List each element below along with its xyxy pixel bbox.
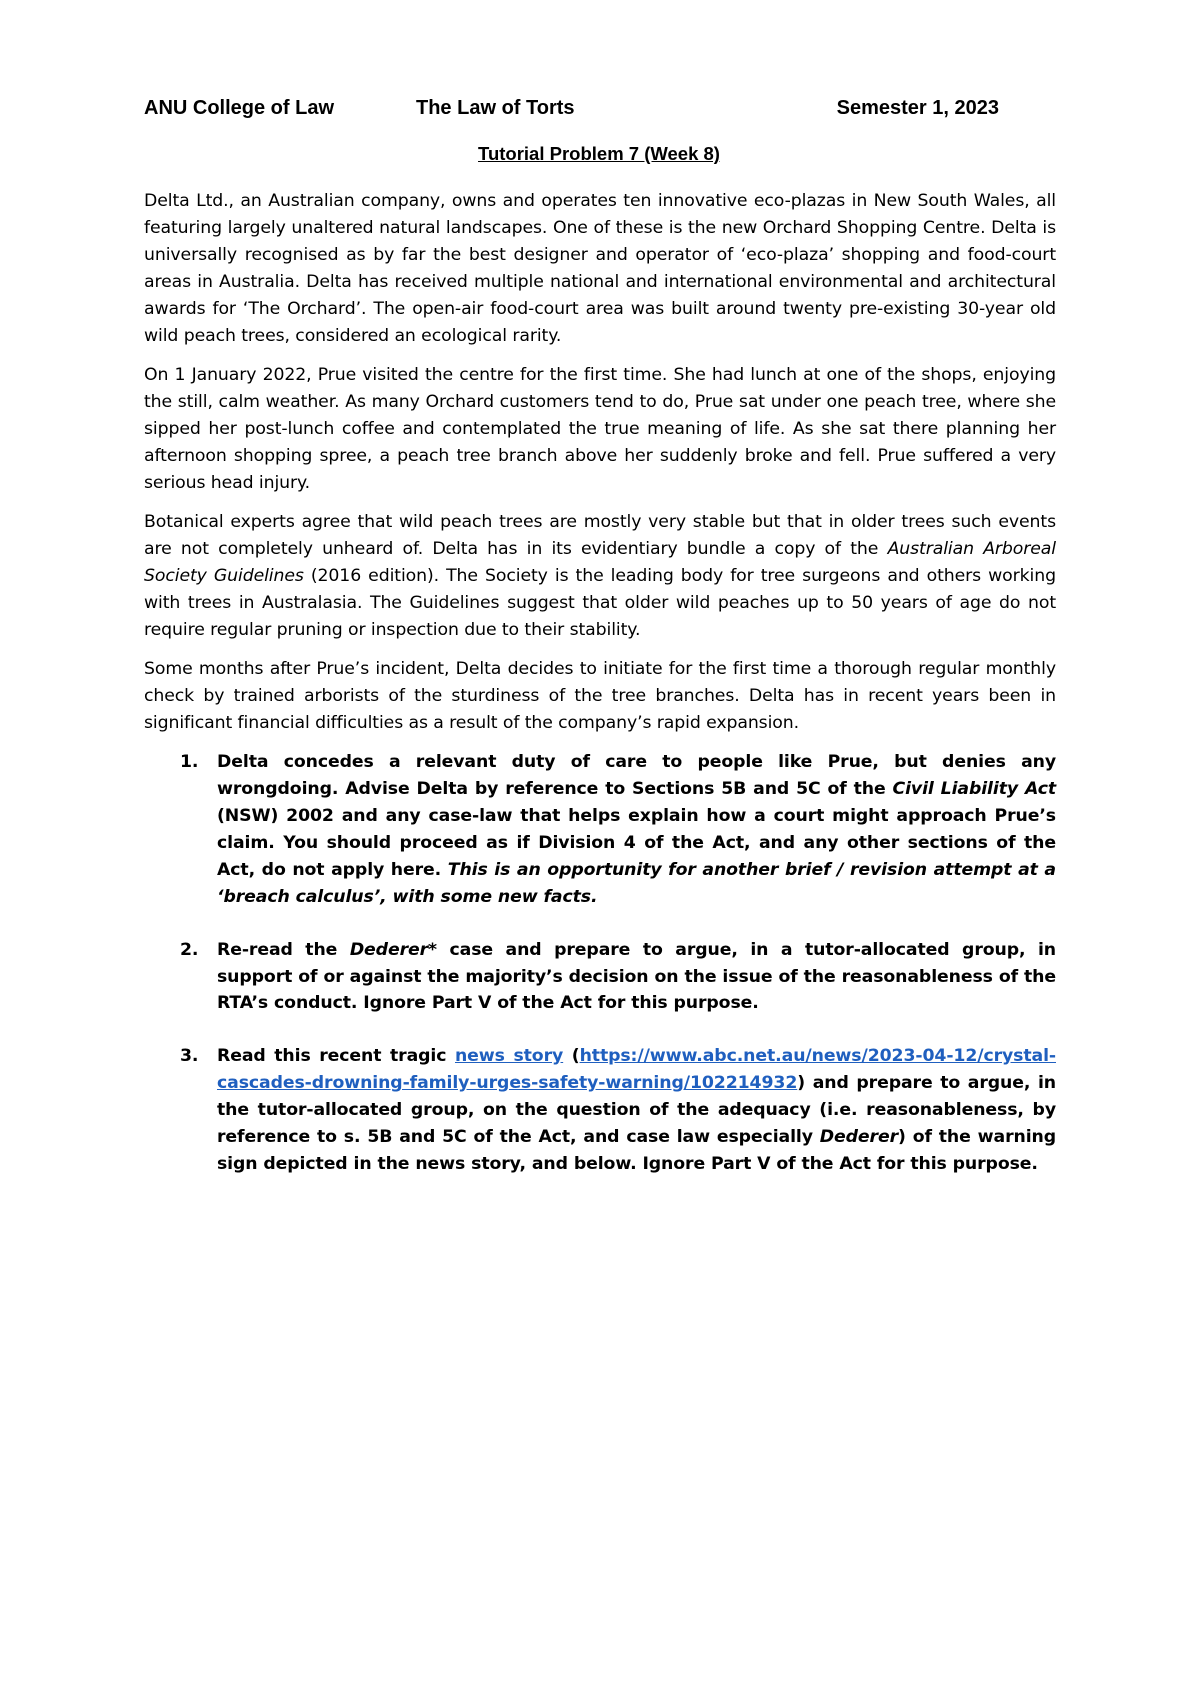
question-3-number: 3.	[180, 1046, 199, 1067]
question-2	[180, 937, 1056, 1018]
paragraph-aftermath: Some months after Prue’s incident, Delta decides to initiate for the first time a thorough regular monthly check by trained arborists of the sturdiness of the tree branches. Delta has in recent years been in significant financial difficulties as a result of the company’s rapid expansion.	[144, 659, 1056, 733]
paragraph-evidence	[144, 509, 1056, 644]
question-1	[180, 749, 1056, 910]
question-2-case-name: Dederer	[349, 939, 429, 960]
paragraph-incident: On 1 January 2022, Prue visited the centre for the first time. She had lunch at one of the shops, enjoying the still, calm weather. As many Orchard customers tend to do, Prue sat under one peach tree, where she sipped her post-lunch coffee and contemplated the true meaning of life. As she sat there planning her afternoon shopping spree, a peach tree branch above her suddenly broke and fell. Prue suffered a very serious head injury.	[144, 364, 1056, 493]
document-body	[144, 188, 1056, 1204]
paragraph-scenario-intro: Delta Ltd., an Australian company, owns and operates ten innovative eco-plazas in New South Wales, all featuring largely unaltered natural landscapes. One of these is the new Orchard Shopping Centre. Delta is universally recognised as by far the best designer and operator of ‘eco-plaza’ shopping and food-court areas in Australia. Delta has received multiple national and international environmental and architectural awards for ‘The Orchard’. The open-air food-court area was built around twenty pre-existing 30-year old wild peach trees, considered an ecological rarity.	[144, 191, 1056, 346]
paragraph-evidence-text-a: Botanical experts agree that wild peach trees are mostly very stable but that in older trees such events are not completely unheard of. Delta has in its evidentiary bundle a copy of the	[144, 511, 1056, 559]
header-course: The Law of Torts	[416, 97, 575, 119]
question-1-text-b: (NSW) 2002 and any case-law that helps explain how a court might approach Prue’s claim. You should proceed as if Division 4 of the Act, and any other sections of the Act, do not apply here.	[217, 806, 1056, 880]
question-3-text-d: ) of the warning sign depicted in the news story, and below. Ignore Part V of the Act for this purpose.	[217, 1127, 1056, 1174]
paragraph-evidence-text-b: (2016 edition). The Society is the leading body for tree surgeons and others working with trees in Australasia. The Guidelines suggest that older wild peaches up to 50 years of age do not require regular pruning or inspection due to their stability.	[144, 565, 1056, 640]
header-semester: Semester 1, 2023	[836, 97, 999, 119]
document-title: Tutorial Problem 7 (Week 8)	[478, 143, 720, 164]
question-3-text-c: ) and prepare to argue, in the tutor-allocated group, on the question of the adequacy (i.e. reasonableness, by reference to s. 5B and 5C of the Act, and case law especially	[217, 1073, 1056, 1148]
question-2-text-b: * case and prepare to argue, in a tutor-allocated group, in support of or against the majority’s decision on the issue of the reasonableness of the RTA’s conduct. Ignore Part V of the Act for this purpose.	[217, 939, 1056, 1014]
question-1-act-title: Civil Liability Act	[892, 779, 1056, 800]
news-story-link[interactable]: news story	[454, 1046, 564, 1067]
question-3-case-name: Dederer	[819, 1127, 899, 1148]
question-1-text-a: Delta concedes a relevant duty of care to people like Prue, but denies any wrongdoing. Advise Delta by reference to Sections 5B and 5C of the	[217, 752, 1056, 800]
guidelines-title: Australian Arboreal Society Guidelines	[144, 538, 1056, 586]
question-1-number: 1.	[180, 752, 199, 773]
question-list	[144, 749, 1056, 1178]
question-2-text-a: Re-read the	[217, 939, 350, 960]
page-header	[144, 97, 1004, 127]
question-3-text-b: (	[563, 1046, 580, 1067]
question-3-text-a: Read this recent tragic	[217, 1046, 455, 1067]
question-3	[180, 1043, 1056, 1178]
header-institution: ANU College of Law	[144, 97, 335, 119]
question-1-note: This is an opportunity for another brief / revision attempt at a ‘breach calculus’, with some new facts.	[217, 859, 1056, 907]
question-2-number: 2.	[180, 939, 199, 960]
news-url-link[interactable]: https://www.abc.net.au/news/2023-04-12/crystal-cascades-drowning-family-urges-safety-warning/102214932	[217, 1046, 1056, 1094]
